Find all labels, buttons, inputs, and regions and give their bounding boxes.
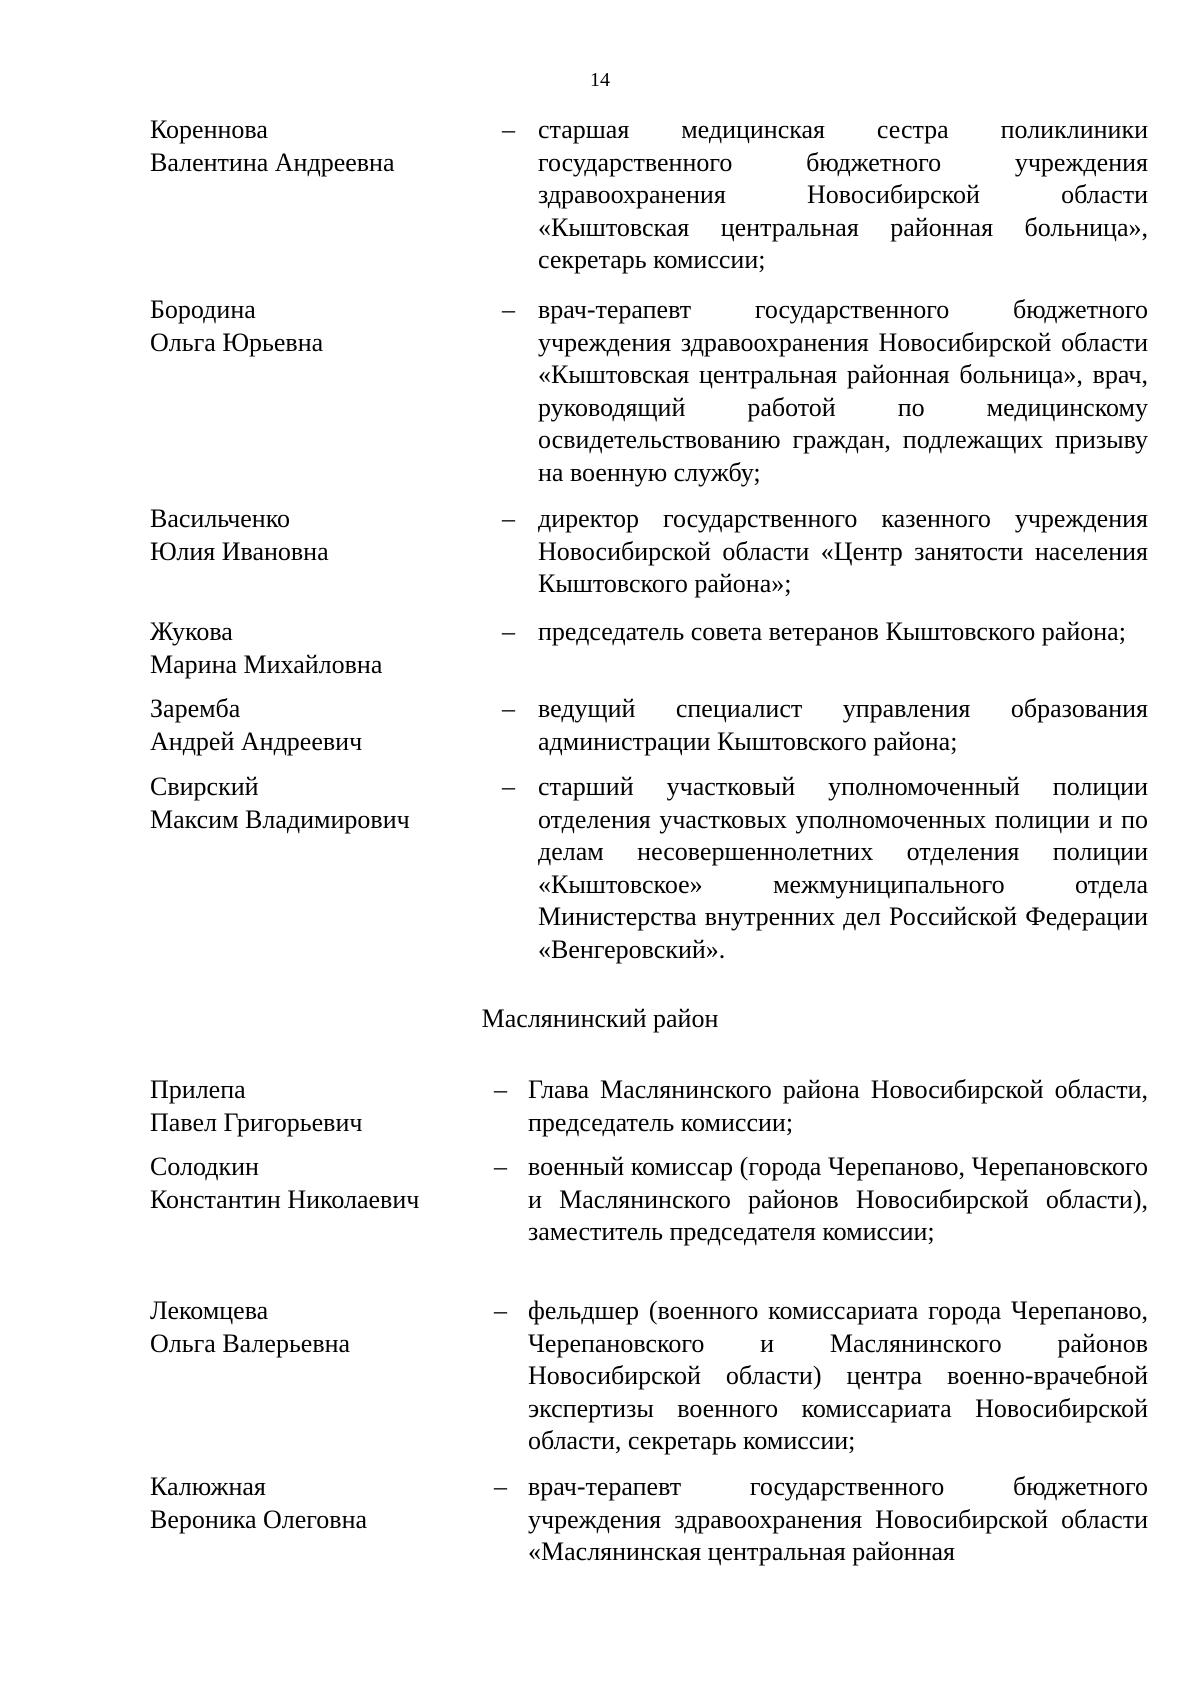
member-first-names: Андрей Андреевич [150,726,363,756]
member-role: фельдшер (военного комиссариата города Черепаново, Черепановского и Маслянинского районов Новосибирской области) центра военно-врачебной экспертизы военного комиссариата Новосибирской области, секретарь комиссии; [528,1296,1148,1456]
member-first-names: Павел Григорьевич [150,1107,363,1137]
member-last-name: Прилепа [150,1075,246,1104]
member-role: врач-терапевт государственного бюджетного учреждения здравоохранения Новосибирской области «Маслянинская центральная районная [528,1472,1148,1567]
member-last-name: Заремба [150,694,241,723]
member-role: военный комиссар (города Черепаново, Черепановского и Маслянинского районов Новосибирской области), заместитель председателя комиссии; [528,1152,1148,1247]
member-last-name: Кореннова [150,115,268,144]
member-name [150,503,490,568]
member-role: председатель совета ветеранов Кыштовского района; [538,617,1126,646]
member-role: врач-терапевт государственного бюджетного учреждения здравоохранения Новосибирской области «Кыштовская центральная районная больница», врач, руководящий работой по медицинскому освидетельствованию граждан, подлежащих призыву на военную службу; [538,295,1148,487]
member-role: Глава Маслянинского района Новосибирской области, председатель комиссии; [528,1075,1148,1137]
dash-separator: – [502,115,515,144]
member-last-name: Васильченко [150,504,291,533]
member-name [150,1074,490,1139]
member-first-names: Валентина Андреевна [150,147,395,177]
dash-separator: – [502,772,515,801]
member-last-name: Лекомцева [150,1296,269,1325]
section-heading: Маслянинский район [481,1004,719,1033]
dash-separator: – [494,1296,507,1325]
member-first-names: Марина Михайловна [150,649,383,679]
dash-separator: – [502,504,515,533]
dash-separator: – [494,1075,507,1104]
member-last-name: Бородина [150,295,256,324]
member-first-names: Константин Николаевич [150,1184,420,1214]
member-role: старшая медицинская сестра поликлиники государственного бюджетного учреждения здравоохранения Новосибирской области «Кыштовская центральная районная больница», секретарь комиссии; [538,115,1148,275]
member-name [150,1471,490,1536]
member-first-names: Вероника Олеговна [150,1504,368,1534]
member-name [150,771,490,836]
member-name [150,616,490,681]
member-role: директор государственного казенного учреждения Новосибирской области «Центр занятости населения Кыштовского района»; [538,504,1148,599]
member-role: ведущий специалист управления образования администрации Кыштовского района; [538,694,1148,756]
member-last-name: Солодкин [150,1152,259,1181]
member-role: старший участковый уполномоченный полиции отделения участковых уполномоченных полиции и по делам несовершеннолетних отделения полиции «Кыштовское» межмуниципального отдела Министерства внутренних дел Российской Федерации «Венгеровский». [538,772,1148,964]
dash-separator: – [502,694,515,723]
member-last-name: Калюжная [150,1472,266,1501]
member-name [150,693,490,758]
member-first-names: Ольга Валерьевна [150,1328,351,1358]
member-name [150,1151,490,1216]
member-last-name: Жукова [150,617,233,646]
member-name [150,294,490,359]
member-name [150,114,490,179]
member-first-names: Ольга Юрьевна [150,327,324,357]
member-last-name: Свирский [150,772,259,801]
member-name [150,1295,490,1360]
dash-separator: – [502,295,515,324]
page-number: 14 [590,69,610,91]
dash-separator: – [494,1472,507,1501]
member-first-names: Максим Владимирович [150,804,410,834]
dash-separator: – [502,617,515,646]
dash-separator: – [494,1152,507,1181]
member-first-names: Юлия Ивановна [150,536,329,566]
